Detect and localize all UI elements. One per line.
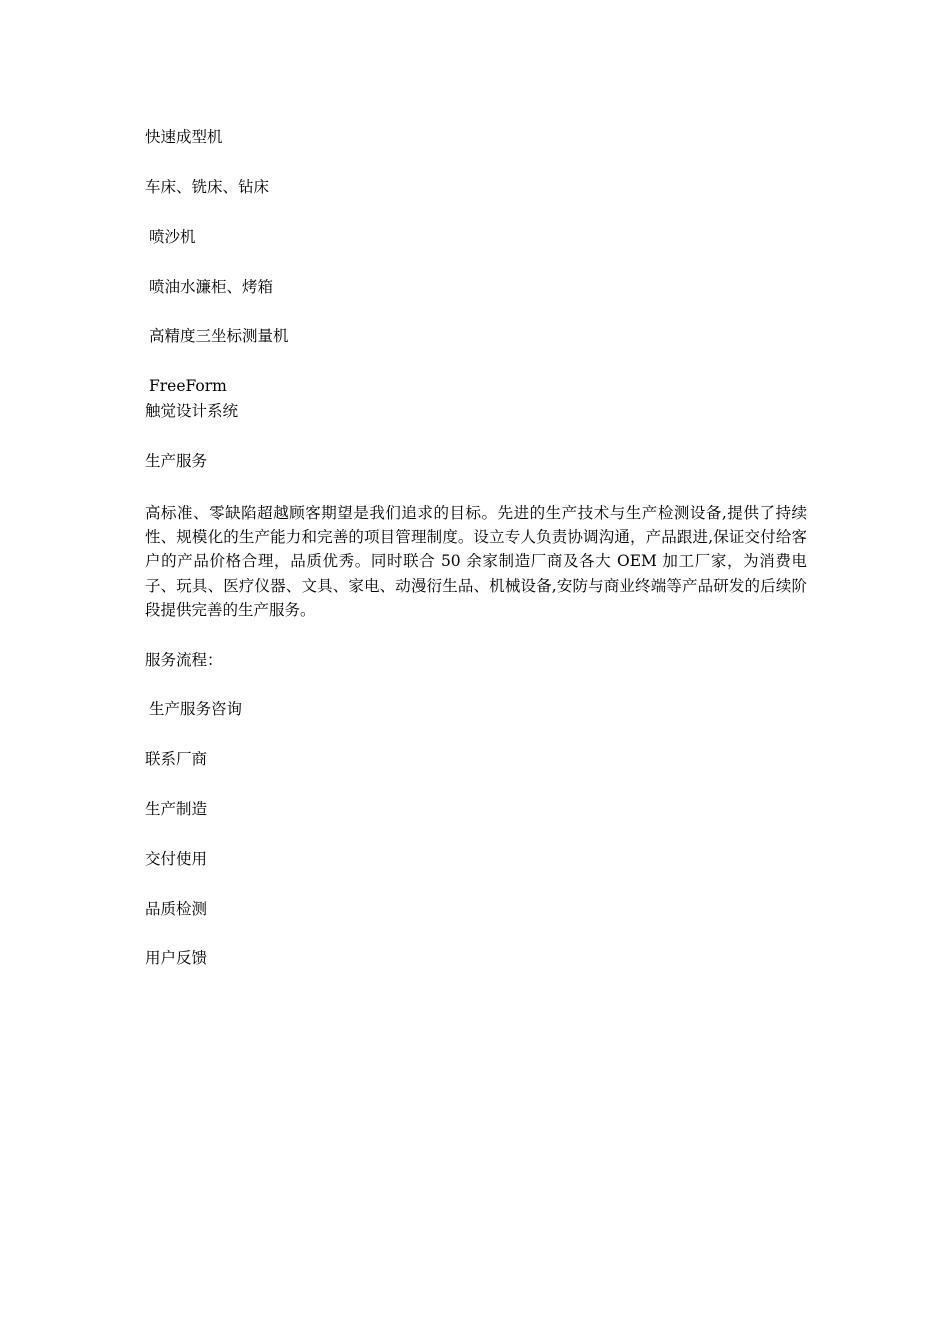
- process-step-manufacturing: 生产制造: [145, 800, 208, 818]
- section-heading: 生产服务: [145, 452, 208, 470]
- equipment-item-rapid-prototyping: 快速成型机: [145, 128, 223, 146]
- process-step-user-feedback: 用户反馈: [145, 949, 208, 967]
- process-step-consultation: 生产服务咨询: [149, 700, 243, 718]
- process-label: 服务流程：: [145, 651, 223, 669]
- equipment-item-cmm: 高精度三坐标测量机: [149, 327, 289, 345]
- process-step-contact-manufacturer: 联系厂商: [145, 750, 208, 768]
- process-step-delivery: 交付使用: [145, 850, 208, 868]
- equipment-item-sandblaster: 喷沙机: [149, 228, 196, 246]
- equipment-item-paint-booth: 喷油水濂柜、烤箱: [149, 278, 274, 296]
- equipment-item-freeform: FreeForm: [149, 377, 227, 395]
- equipment-item-haptic-design: 触觉设计系统: [145, 402, 239, 420]
- equipment-item-lathes: 车床、铣床、钻床: [145, 178, 270, 196]
- process-step-quality-inspection: 品质检测: [145, 900, 208, 918]
- section-paragraph: 高标准、零缺陷超越顾客期望是我们追求的目标。先进的生产技术与生产检测设备,提供了持续性、规模化的生产能力和完善的项目管理制度。设立专人负责协调沟通，产品跟进,保证交付给客户的产品价格合理，品质优秀。同时联合 50 余家制造厂商及各大 OEM 加工厂家，为消费电子、玩具、医疗仪器、文具、家电、动漫衍生品、机械设备,安防与商业终端等产品研发的后续阶段提供完善的生产服务。: [145, 504, 807, 619]
